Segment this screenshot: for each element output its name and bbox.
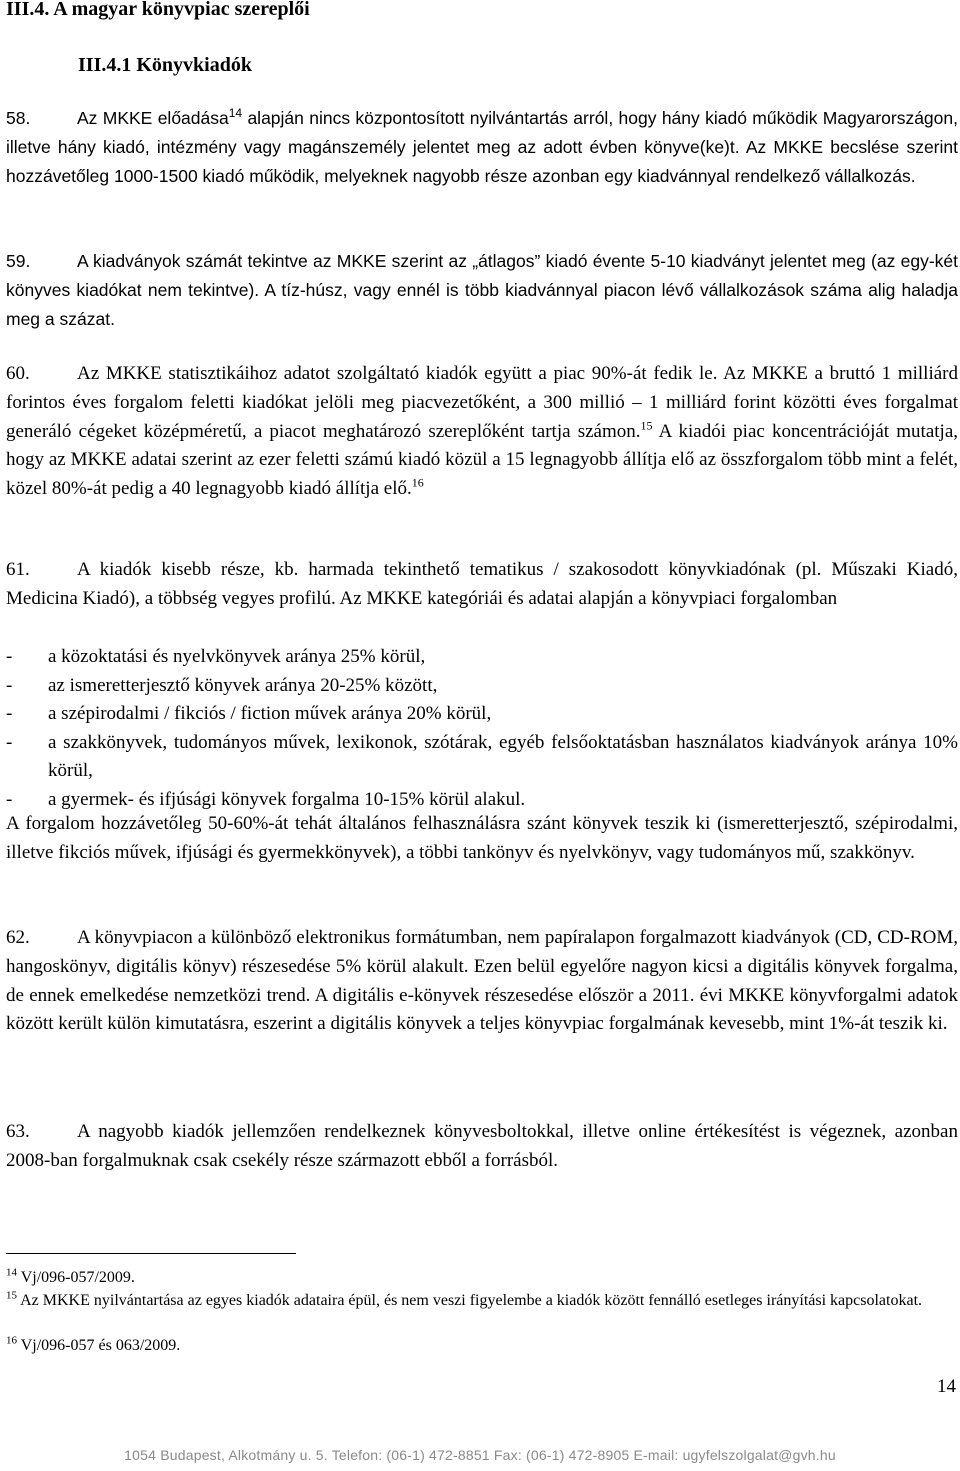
list-item: [6, 700, 958, 729]
footnote-mark: 16: [6, 1334, 17, 1347]
paragraph-text: A kiadók kisebb része, kb. harmada tekinthető tematikus / szakosodott könyvkiadónak (pl. Műszaki Kiadó, Medicina Kiadó), a többség vegyes profilú. Az MKKE kategóriái és adatai alapján a könyvpiaci forgalomban: [6, 559, 958, 609]
page-number: 14: [937, 1376, 956, 1397]
list-dash: -: [6, 731, 13, 753]
footnote-text: Az MKKE nyilvántartása az egyes kiadók adataira épül, és nem veszi figyelembe a kiadók között fennálló esetleges irányítási kapcsolatokat.: [17, 1292, 923, 1309]
list-dash: -: [6, 703, 13, 725]
paragraph-text: A forgalom hozzávetőleg 50-60%-át tehát általános felhasználásra szánt könyvek teszik ki (ismeretterjesztő, szépirodalmi, illetve fikciós művek, ifjúsági és gyermekkönyvek), a többi tankönyv és nyelvkönyv, vagy tudományos mű, szakkönyv.: [6, 813, 958, 863]
paragraph-text: A könyvpiacon a különböző elektronikus formátumban, nem papíralapon forgalmazott kiadványok (CD, CD-ROM, hangoskönyv, digitális könyv) részesedése 5% körül alakult. Ezen belül egyelőre nagyon kicsi a digitális könyvek forgalma, de ennek emelkedése nemzetközi trend. A digitális e-könyvek részesedése először a 2011. évi MKKE könyvforgalmi adatok között került külön kimutatásra, eszerint a digitális könyvek a teljes könyvpiac forgalmának kevesebb, mint 1%-át teszik ki.: [6, 927, 958, 1035]
subsection-heading: III.4.1 Könyvkiadók: [78, 54, 252, 76]
paragraph-text: alapján nincs központosított nyilvántartás arról, hogy hány kiadó működik Magyarországon, illetve hány kiadó, intézmény vagy magánszemély jelentet meg az adott évben könyve(ke)t.: [6, 108, 958, 157]
footnote-text: Vj/096-057/2009.: [17, 1269, 135, 1286]
paragraph-number: 59.: [6, 251, 31, 271]
paragraph-number: 60.: [6, 363, 30, 384]
paragraph-61: [6, 556, 958, 614]
paragraph-63: [6, 1118, 958, 1176]
paragraph-text: Az MKKE statisztikáihoz adatot szolgáltató kiadók együtt a piac 90%-át fedik le.: [77, 363, 718, 384]
footnote-ref-14[interactable]: 14: [228, 106, 243, 121]
section-heading: III.4. A magyar könyvpiac szereplői: [6, 0, 310, 20]
list-dash: -: [6, 646, 13, 667]
footnote-mark: 14: [6, 1266, 17, 1279]
paragraph-text: Az MKKE a bruttó 1 milliárd forintos éves forgalom feletti kiadókat jelöli meg piacvezetőként, a 300 millió – 1 milliárd forint közötti éves forgalmat generáló cégeket középméretű, a piacot meghatározó szereplőként tartja számon.: [6, 363, 958, 442]
list-item-text: a szépirodalmi / fikciós / fiction művek aránya 20% körül,: [48, 703, 492, 725]
footnote-ref-15[interactable]: 15: [640, 418, 653, 433]
paragraph-number: 62.: [6, 927, 30, 948]
footnote-text: Vj/096-057 és 063/2009.: [17, 1337, 181, 1354]
paragraph-number: 58.: [6, 108, 31, 128]
list-item-text: a közoktatási és nyelvkönyvek aránya 25% körül,: [48, 646, 426, 667]
paragraph-text: A kiadványok számát tekintve az MKKE szerint az „átlagos” kiadó évente 5-10 kiadványt jelentet meg (az egy-két könyves kiadókat nem tekintve). A tíz-húsz, vagy ennél is több kiadvánnyal piacon lévő vállalkozások száma alig haladja meg a százat.: [6, 251, 958, 329]
forgalom-list: [6, 643, 958, 815]
paragraph-61-conclusion: [6, 810, 958, 868]
footnote-14: [6, 1266, 958, 1289]
paragraph-text: Az MKKE előadása: [77, 108, 229, 128]
list-item-text: a szakkönyvek, tudományos művek, lexikonok, szótárak, egyéb felsőoktatásban használatos kiadványok aránya 10% körül,: [48, 731, 958, 782]
footnote-mark: 15: [6, 1289, 17, 1302]
paragraph-58: [6, 104, 958, 190]
list-dash: -: [6, 788, 13, 810]
list-item: [6, 729, 958, 786]
paragraph-number: 61.: [6, 559, 30, 580]
list-item-text: az ismeretterjesztő könyvek aránya 20-25% között,: [48, 674, 438, 696]
footnote-separator: [6, 1253, 296, 1254]
paragraph-62: [6, 924, 958, 1039]
list-item-text: a gyermek- és ifjúsági könyvek forgalma 10-15% körül alakul.: [48, 788, 526, 810]
footnote-15: [6, 1289, 958, 1312]
list-item: [6, 672, 958, 701]
list-item: [6, 643, 958, 672]
paragraph-59: [6, 247, 958, 333]
paragraph-60: [6, 360, 958, 504]
footnote-ref-16[interactable]: 16: [411, 475, 424, 490]
paragraph-text: A nagyobb kiadók jellemzően rendelkeznek könyvesboltokkal, illetve online értékesítést is végeznek, azonban 2008-ban forgalmuknak csak csekély része származott ebből a forrásból.: [6, 1121, 958, 1171]
page-footer-contact: 1054 Budapest, Alkotmány u. 5. Telefon: (06-1) 472-8851 Fax: (06-1) 472-8905 E-mail: ugyfelszolgalat@gvh.hu: [124, 1447, 836, 1463]
paragraph-text: Az MKKE becslése szerint hozzávetőleg 1000-1500 kiadó működik, melyeknek nagyobb része azonban egy kiadvánnyal rendelkező vállalkozás.: [6, 136, 958, 186]
paragraph-text: A kiadói piac koncentrációját mutatja, hogy az MKKE adatai szerint az ezer feletti számú kiadó közül a 15 legnagyobb állítja elő az összforgalom több mint a felét, közel 80%-át pedig a 40 legnagyobb kiadó állítja elő.: [6, 420, 958, 500]
list-dash: -: [6, 674, 13, 696]
paragraph-number: 63.: [6, 1121, 30, 1142]
footnote-16: [6, 1334, 958, 1357]
